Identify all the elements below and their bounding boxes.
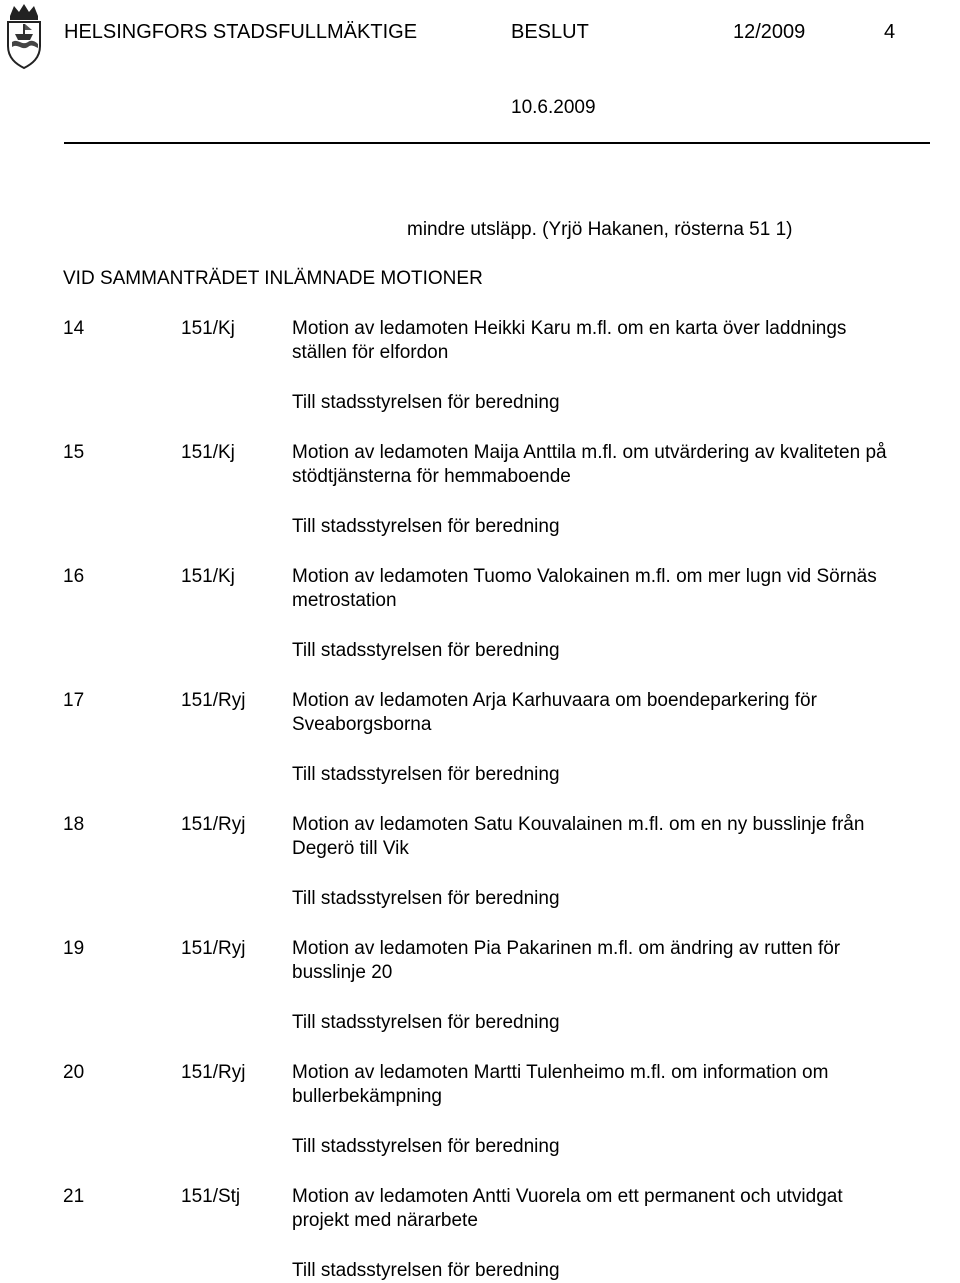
motion-reference: 151/Kj [181,442,235,463]
motion-decision: Till stadsstyrelsen för beredning [292,640,560,661]
motion-title-line: Motion av ledamoten Heikki Karu m.fl. om en karta över laddnings [292,318,847,339]
header-organization: HELSINGFORS STADSFULLMÄKTIGE [64,21,418,43]
motion-title [292,565,942,613]
motion-title-line: Motion av ledamoten Antti Vuorela om ett permanent och utvidgat [292,1186,843,1207]
motion-title [292,689,942,737]
motion-title-line: ställen för elfordon [292,342,449,363]
motion-reference: 151/Ryj [181,1062,246,1083]
motion-reference: 151/Kj [181,318,235,339]
motion-decision: Till stadsstyrelsen för beredning [292,764,560,785]
motion-number: 19 [63,938,85,959]
motion-title-line: stödtjänsterna för hemmaboende [292,466,571,487]
coat-of-arms-logo [2,2,46,72]
motion-title-line: Degerö till Vik [292,838,409,859]
motion-reference: 151/Stj [181,1186,241,1207]
motion-decision: Till stadsstyrelsen för beredning [292,1260,560,1281]
motion-title-line: Motion av ledamoten Pia Pakarinen m.fl. om ändring av rutten för [292,938,841,959]
motion-title-line: Motion av ledamoten Satu Kouvalainen m.fl. om en ny busslinje från [292,814,865,835]
motion-title [292,937,942,985]
header-page-number: 4 [884,21,896,43]
motion-title [292,1185,942,1233]
motion-decision: Till stadsstyrelsen för beredning [292,516,560,537]
motion-title-line: Motion av ledamoten Martti Tulenheimo m.fl. om information om [292,1062,829,1083]
motion-decision: Till stadsstyrelsen för beredning [292,1136,560,1157]
motion-decision: Till stadsstyrelsen för beredning [292,888,560,909]
motion-number: 17 [63,690,85,711]
motion-title-line: Sveaborgsborna [292,714,432,735]
motion-title [292,317,942,365]
motion-title-line: Motion av ledamoten Maija Anttila m.fl. om utvärdering av kvaliteten på [292,442,887,463]
motion-reference: 151/Ryj [181,690,246,711]
motion-title-line: Motion av ledamoten Arja Karhuvaara om boendeparkering för [292,690,817,711]
motion-number: 20 [63,1062,85,1083]
header-date: 10.6.2009 [511,97,596,118]
motion-reference: 151/Kj [181,566,235,587]
motion-title [292,813,942,861]
header-document-type: BESLUT [511,21,589,43]
header-divider [64,142,930,144]
motion-title-line: projekt med närarbete [292,1210,478,1231]
motion-title-line: Motion av ledamoten Tuomo Valokainen m.fl. om mer lugn vid Sörnäs [292,566,877,587]
motion-title-line: metrostation [292,590,397,611]
motion-decision: Till stadsstyrelsen för beredning [292,1012,560,1033]
motion-title-line: bullerbekämpning [292,1086,442,1107]
motion-number: 16 [63,566,85,587]
motion-title [292,1061,942,1109]
motion-decision: Till stadsstyrelsen för beredning [292,392,560,413]
motion-reference: 151/Ryj [181,938,246,959]
continuation-text: mindre utsläpp. (Yrjö Hakanen, rösterna 51 1) [407,219,793,240]
section-heading: VID SAMMANTRÄDET INLÄMNADE MOTIONER [63,268,483,289]
motion-title [292,441,942,489]
motion-number: 21 [63,1186,85,1207]
motion-reference: 151/Ryj [181,814,246,835]
motion-number: 14 [63,318,85,339]
motion-title-line: busslinje 20 [292,962,393,983]
motion-number: 18 [63,814,85,835]
motion-number: 15 [63,442,85,463]
header-issue-number: 12/2009 [733,21,806,43]
